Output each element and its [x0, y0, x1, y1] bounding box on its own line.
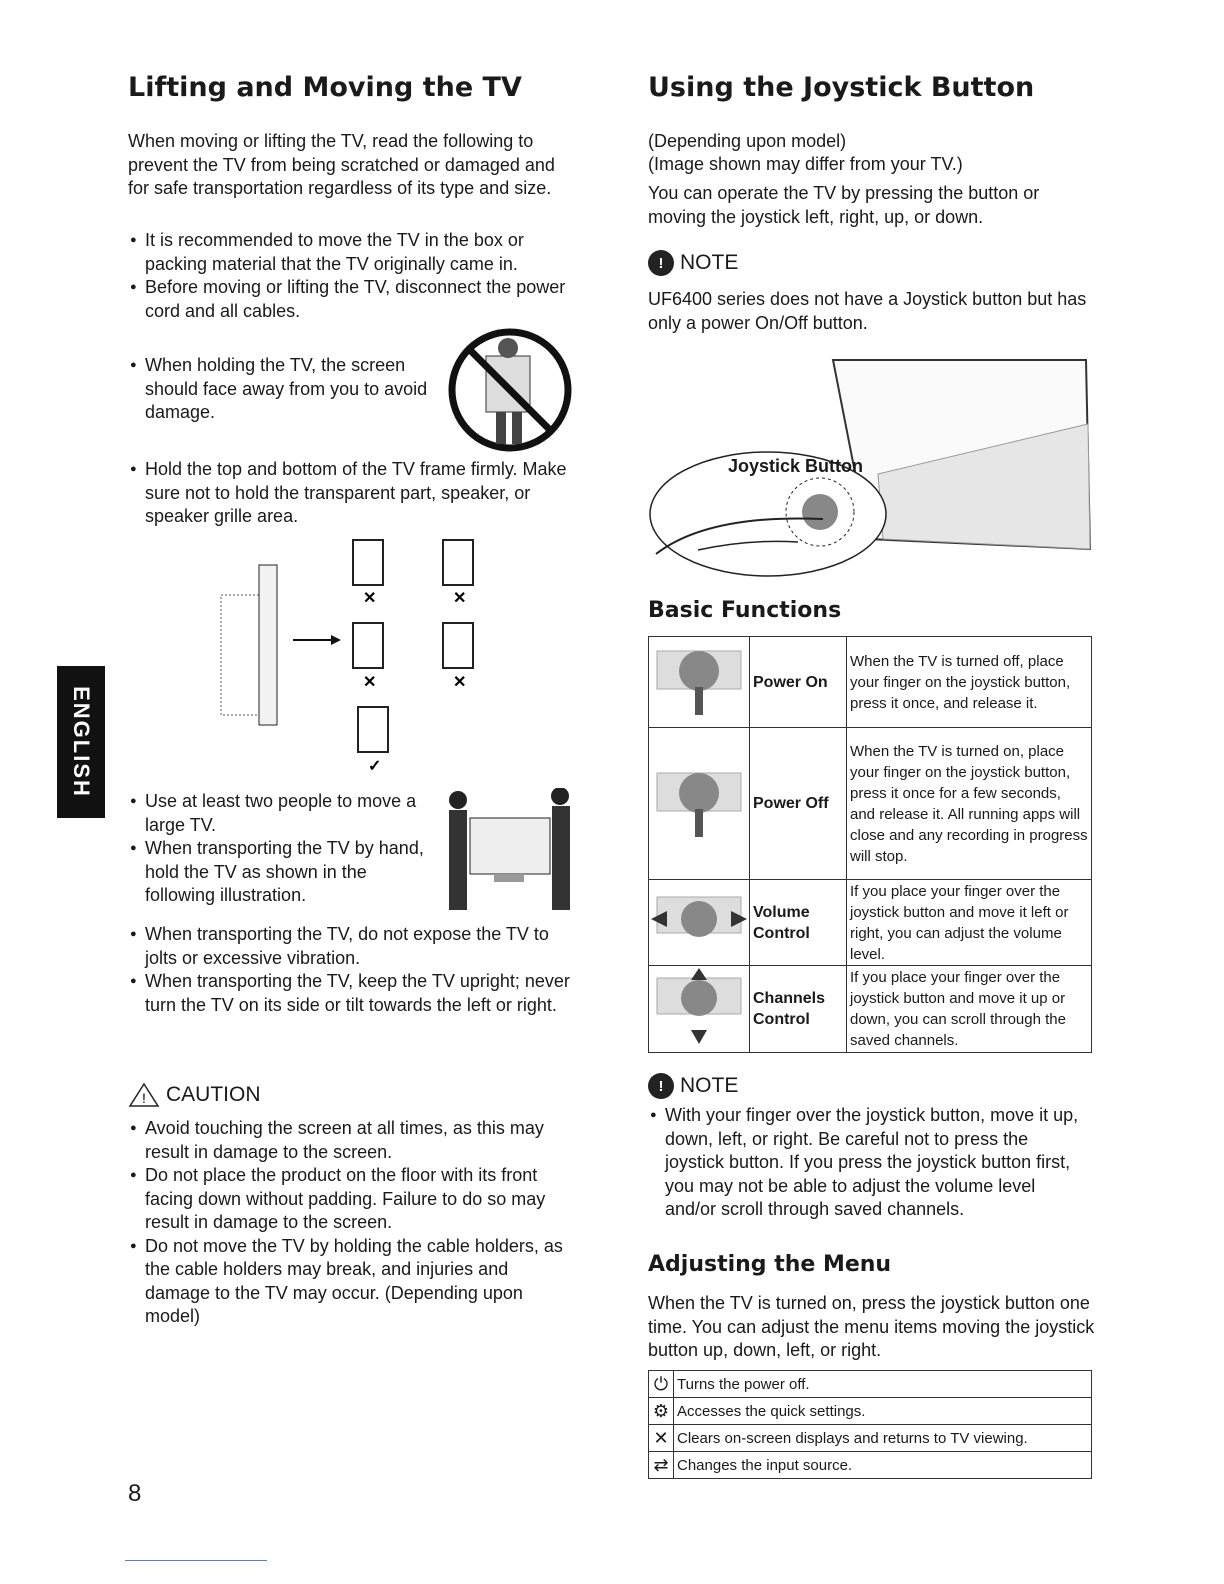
list-item: ● Use at least two people to move a large TV. [128, 790, 433, 837]
joystick-press-hold-icon [649, 728, 750, 880]
gear-icon: ⚙ [649, 1398, 674, 1425]
people-bullets [128, 790, 433, 908]
note-icon: ! [648, 250, 674, 276]
joystick-title: Using the Joystick Button [648, 72, 1035, 103]
caution-list [128, 1117, 573, 1329]
svg-text:✓: ✓ [368, 758, 382, 775]
svg-text:✕: ✕ [363, 590, 377, 607]
table-row [649, 728, 1092, 880]
table-row [649, 637, 1092, 728]
function-name: Volume Control [750, 880, 847, 966]
language-tab-label: ENGLISH [69, 686, 94, 798]
note-heading-2 [648, 1073, 738, 1099]
list-item: ● Avoid touching the screen at all times, as this may result in damage to the screen. [128, 1117, 573, 1164]
note-heading-1 [648, 250, 738, 276]
language-tab [57, 666, 105, 818]
joystick-intro: You can operate the TV by pressing the button or moving the joystick left, right, up, or down. [648, 183, 1040, 227]
list-item: ● When transporting the TV by hand, hold the TV as shown in the following illustration. [128, 837, 433, 908]
table-row [649, 880, 1092, 966]
lifting-bullets-a [128, 229, 573, 323]
function-desc: When the TV is turned on, place your finger on the joystick button, press it once for a few seconds, and release it. All running apps will close and any recording in progress will stop. [847, 728, 1092, 880]
function-name: Power Off [750, 728, 847, 880]
list-item: ● With your finger over the joystick button, move it up, down, left, or right. Be careful not to press the joystick button. If you press the joystick button first, you may not be able to adjust the volume level and/or scroll through saved channels. [648, 1104, 1088, 1222]
menu-desc: Changes the input source. [674, 1452, 1092, 1479]
lifting-intro: When moving or lifting the TV, read the following to prevent the TV from being scratched or damaged and for safe transportation regardless of its type and size. [128, 131, 555, 198]
function-desc: If you place your finger over the joystick button and move it up or down, you can scroll through the saved channels. [847, 966, 1092, 1053]
joystick-press-icon [649, 637, 750, 728]
warning-triangle-icon [128, 1082, 160, 1108]
svg-text:!: ! [142, 1090, 146, 1106]
power-icon: ⏻ [649, 1371, 674, 1398]
joystick-left-right-icon [649, 880, 750, 966]
basic-functions-title: Basic Functions [648, 598, 842, 623]
menu-intro: When the TV is turned on, press the joystick button one time. You can adjust the menu items moving the joystick button up, down, left, or right. [648, 1293, 1095, 1360]
lifting-bullets-b [128, 923, 573, 1017]
note-1-text: UF6400 series does not have a Joystick button but has only a power On/Off button. [648, 289, 1087, 333]
joystick-illustration [648, 354, 1098, 582]
table-row [649, 1452, 1092, 1479]
note-label: NOTE [680, 1074, 739, 1097]
menu-table [648, 1370, 1092, 1479]
list-item: ● It is recommended to move the TV in the box or packing material that the TV originally came in. [128, 229, 573, 276]
svg-text:✕: ✕ [363, 674, 377, 691]
caution-title: CAUTION [166, 1083, 261, 1106]
close-icon: ✕ [649, 1425, 674, 1452]
menu-desc: Accesses the quick settings. [674, 1398, 1092, 1425]
caution-heading [128, 1082, 261, 1108]
screen-bullet [128, 354, 438, 425]
function-name: Power On [750, 637, 847, 728]
footer-rule [125, 1560, 267, 1561]
list-item: ● When transporting the TV, keep the TV upright; never turn the TV on its side or tilt towards the left or right. [128, 970, 573, 1017]
menu-desc: Turns the power off. [674, 1371, 1092, 1398]
function-name: Channels Control [750, 966, 847, 1053]
lifting-title: Lifting and Moving the TV [128, 72, 522, 103]
table-row [649, 1398, 1092, 1425]
adjusting-menu-title: Adjusting the Menu [648, 1252, 892, 1277]
note-icon: ! [648, 1073, 674, 1099]
prohibited-hold-illustration [446, 326, 574, 454]
page-number: 8 [128, 1480, 142, 1507]
frame-holding-illustration [213, 535, 523, 775]
table-row [649, 1425, 1092, 1452]
list-item: ● Do not place the product on the floor with its front facing down without padding. Failure to do so may result in damage to the screen. [128, 1164, 573, 1235]
note-label: NOTE [680, 251, 739, 274]
menu-desc: Clears on-screen displays and returns to TV viewing. [674, 1425, 1092, 1452]
joystick-label: Joystick Button [728, 456, 864, 476]
table-row [649, 1371, 1092, 1398]
list-item: ● When holding the TV, the screen should face away from you to avoid damage. [128, 354, 438, 425]
note-2-list [648, 1104, 1088, 1222]
input-icon: ⇄ [649, 1452, 674, 1479]
function-desc: When the TV is turned off, place your finger on the joystick button, press it once, and release it. [847, 637, 1092, 728]
image-note: (Image shown may differ from your TV.) [648, 154, 963, 174]
model-note: (Depending upon model) [648, 131, 847, 151]
list-item: ● Hold the top and bottom of the TV frame firmly. Make sure not to hold the transparent part, speaker, or speaker grille area. [128, 458, 573, 529]
basic-functions-table [648, 636, 1092, 1053]
list-item: ● Before moving or lifting the TV, disconnect the power cord and all cables. [128, 276, 573, 323]
table-row [649, 966, 1092, 1053]
list-item: ● Do not move the TV by holding the cable holders, as the cable holders may break, and injuries and damage to the TV may occur. (Depending upon model) [128, 1235, 573, 1329]
svg-text:✕: ✕ [453, 674, 467, 691]
function-desc: If you place your finger over the joystick button and move it left or right, you can adjust the volume level. [847, 880, 1092, 966]
list-item: ● When transporting the TV, do not expose the TV to jolts or excessive vibration. [128, 923, 573, 970]
frame-bullet [128, 458, 573, 529]
svg-text:✕: ✕ [453, 590, 467, 607]
two-people-carrying-illustration [444, 788, 576, 914]
joystick-up-down-icon [649, 966, 750, 1053]
